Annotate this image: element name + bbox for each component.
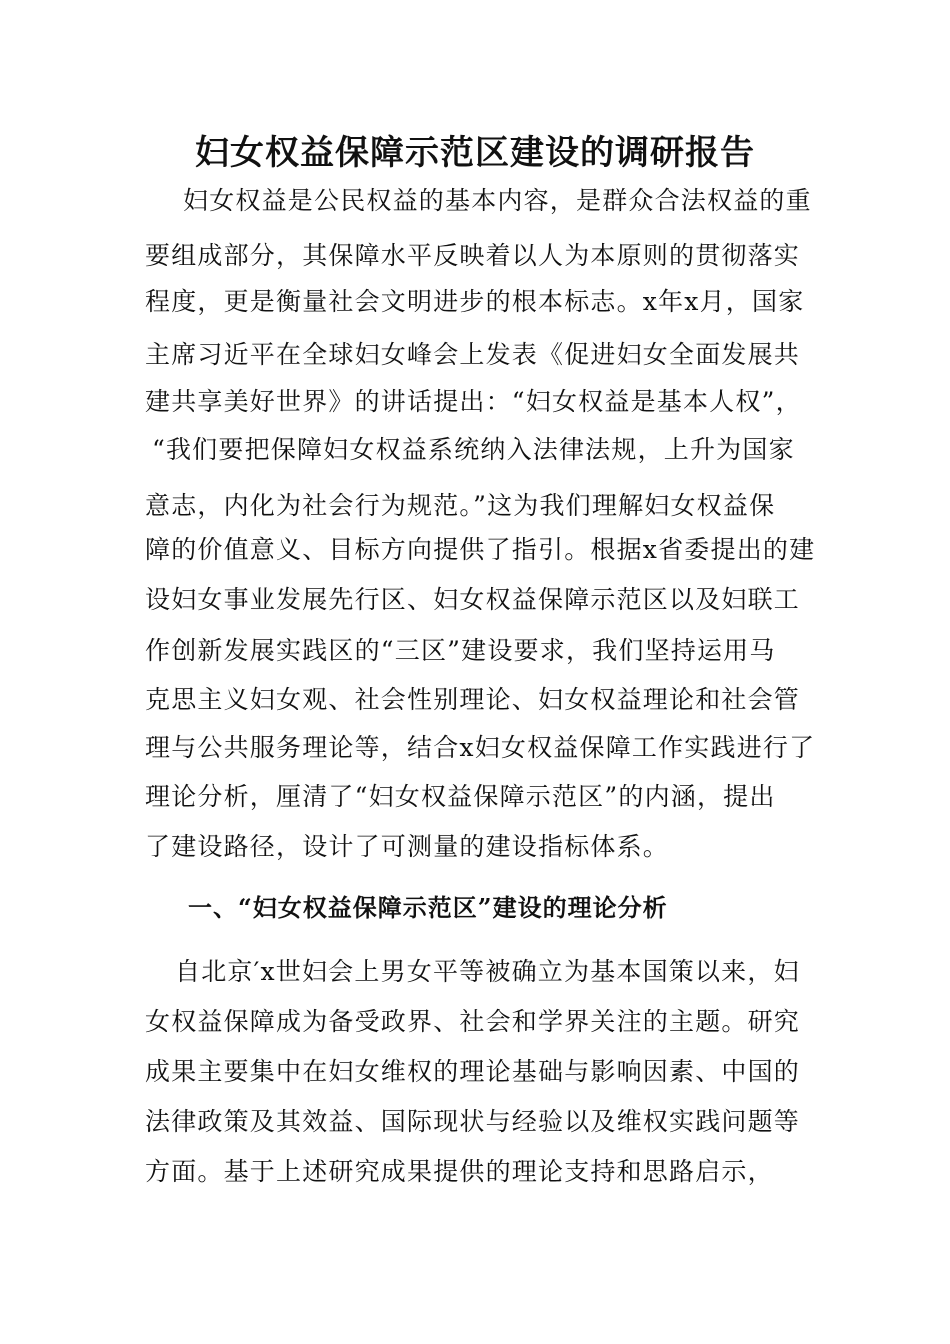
intro-line-10: 作创新发展实践区的“三区”建设要求，我们坚持运用马 [145,636,776,665]
intro-line-4: 主席习近平在全球妇女峰会上发表《促进妇女全面发展共 [145,340,801,369]
section-line-2: 女权益保障成为备受政界、社会和学界关注的主题。研究 [145,1007,801,1036]
section-line-1: 自北京′x世妇会上男女平等被确立为基本国策以来，妇 [175,957,800,986]
intro-line-11: 克思主义妇女观、社会性别理论、妇女权益理论和社会管 [145,685,801,714]
section-line-3: 成果主要集中在妇女维权的理论基础与影响因素、中国的 [145,1057,801,1086]
section-line-5: 方面。基于上述研究成果提供的理论支持和思路启示， [145,1157,774,1186]
intro-line-6: “我们要把保障妇女权益系统纳入法律法规，上升为国家 [152,435,795,464]
intro-line-7: 意志，内化为社会行为规范。”这为我们理解妇女权益保 [145,491,776,520]
intro-line-9: 设妇女事业发展先行区、妇女权益保障示范区以及妇联工 [145,585,801,614]
intro-line-3: 程度，更是衡量社会文明进步的根本标志。x年x月，国家 [145,287,805,316]
intro-line-5: 建共享美好世界》的讲话提出：“妇女权益是基本人权”， [145,387,802,416]
intro-line-8: 障的价值意义、目标方向提供了指引。根据x省委提出的建 [145,535,816,564]
section-heading: 一、“妇女权益保障示范区”建设的理论分析 [188,893,668,922]
intro-line-1: 妇女权益是公民权益的基本内容，是群众合法权益的重 [183,186,812,215]
intro-line-13: 理论分析，厘清了“妇女权益保障示范区”的内涵，提出 [145,782,776,811]
intro-line-2: 要组成部分，其保障水平反映着以人为本原则的贯彻落实 [145,241,801,270]
section-line-4: 法律政策及其效益、国际现状与经验以及维权实践问题等 [145,1107,801,1136]
intro-line-12: 理与公共服务理论等，结合x妇女权益保障工作实践进行了 [145,733,816,762]
document-title: 妇女权益保障示范区建设的调研报告 [195,133,755,173]
intro-line-14: 了建设路径，设计了可测量的建设指标体系。 [145,832,670,861]
